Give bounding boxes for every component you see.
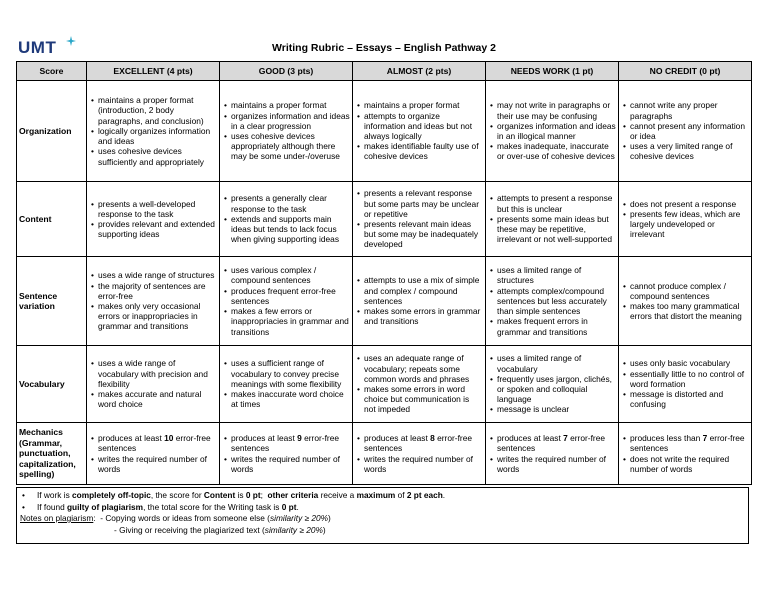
criteria-list (222, 433, 350, 474)
note-bold: maximum (356, 490, 396, 500)
criteria-item: • the majority of sentences are error-free (98, 281, 217, 301)
criteria-count: 8 (430, 433, 435, 444)
plagiarism-heading: Notes on plagiarism (20, 513, 94, 523)
rubric-cell (220, 423, 353, 485)
rubric-row-vocabulary (17, 346, 752, 423)
note-text: of (395, 490, 407, 500)
criteria-text: produces at least (231, 433, 298, 444)
criteria-list (488, 193, 616, 244)
criteria-list (621, 433, 749, 474)
rubric-cell (486, 257, 619, 346)
col-header-good: GOOD (3 pts) (220, 62, 353, 81)
rubric-row-sentence-variation (17, 257, 752, 346)
criteria-item: • uses only basic vocabulary (630, 358, 749, 368)
criteria-item: • uses a very limited range of cohesive devices (630, 141, 749, 161)
criteria-text: error-free sentences (364, 433, 475, 454)
criteria-list (355, 188, 483, 249)
criteria-item: • organizes information and ideas in a clear progression (231, 111, 350, 131)
rubric-cell (220, 346, 353, 423)
criteria-item: • makes a few errors or inappropriacies in grammar and transitions (231, 306, 350, 337)
criteria-text: error-free sentences (497, 433, 608, 454)
criteria-count: 10 (164, 433, 174, 444)
criteria-list (222, 193, 350, 244)
criteria-text: error-free sentences (630, 433, 747, 454)
note-bold: completely off-topic (72, 490, 151, 500)
criteria-item: • makes frequent errors in grammar and transitions (497, 316, 616, 336)
rubric-cell (353, 423, 486, 485)
note-text: ; (260, 490, 268, 500)
note-italic: similarity ≥ 20% (269, 513, 328, 523)
criteria-list (355, 275, 483, 326)
note-text: - Copying words or ideas from someone else ( (95, 513, 270, 523)
rubric-table (16, 61, 752, 485)
criteria-list (621, 199, 749, 240)
rubric-cell (220, 182, 353, 257)
criteria-list (621, 281, 749, 322)
umt-logo: UMT (18, 38, 57, 57)
criteria-item (98, 433, 217, 453)
criteria-item: • attempts to organize information and ideas but not always logically (364, 111, 483, 142)
criteria-text: produces less than (630, 433, 703, 444)
rubric-cell (486, 182, 619, 257)
criteria-item: • does not write the required number of words (630, 454, 749, 474)
rubric-cell (87, 423, 220, 485)
note-text: If work is (37, 490, 73, 500)
rubric-row-organization (17, 81, 752, 182)
criteria-list (488, 100, 616, 161)
criteria-item: • makes too many grammatical errors that distort the meaning (630, 301, 749, 321)
rubric-cell (486, 81, 619, 182)
note-text: If found (37, 501, 67, 512)
criteria-count: 9 (297, 433, 302, 444)
criteria-item (231, 433, 350, 453)
criteria-item: • makes inadequate, inaccurate or over-use of cohesive devices (497, 141, 616, 161)
note-plagiarism (17, 502, 748, 514)
rubric-cell (353, 346, 486, 423)
criteria-list (222, 265, 350, 336)
note-bold: guilty of plagiarism (66, 501, 144, 512)
criteria-item: • logically organizes information and ideas (98, 126, 217, 146)
criteria-text: error-free sentences (98, 433, 213, 454)
note-bold: 2 pt each (406, 490, 443, 500)
criteria-list (89, 433, 217, 474)
rubric-row-content (17, 182, 752, 257)
rubric-cell (353, 81, 486, 182)
criteria-item: • presents a generally clear response to the task (231, 193, 350, 213)
col-header-needs-work: NEEDS WORK (1 pt) (486, 62, 619, 81)
criteria-item: • does not present a response (630, 199, 749, 209)
col-header-no-credit: NO CREDIT (0 pt) (619, 62, 752, 81)
criteria-item: • maintains a proper format (231, 100, 350, 110)
row-label: Vocabulary (17, 346, 87, 423)
criteria-text: produces at least (98, 433, 165, 444)
criteria-item: • frequently uses jargon, clichés, or spoken and colloquial language (497, 374, 616, 405)
criteria-item: • message is distorted and confusing (630, 389, 749, 409)
note-bold: 0 pt (281, 501, 297, 512)
col-header-score: Score (17, 62, 87, 81)
criteria-item: • makes inaccurate word choice at times (231, 389, 350, 409)
criteria-item: • message is unclear (497, 404, 616, 414)
rubric-cell (220, 81, 353, 182)
criteria-list (621, 358, 749, 409)
criteria-item: • uses a wide range of structures (98, 270, 217, 280)
criteria-item: • provides relevant and extended supporting ideas (98, 219, 217, 239)
rubric-cell (353, 257, 486, 346)
criteria-item: • attempts complex/compound sentences but less accurately than simple sentences (497, 286, 616, 317)
criteria-list (355, 100, 483, 161)
note-off-topic (17, 490, 748, 502)
rubric-cell (619, 182, 752, 257)
criteria-item: • maintains a proper format (364, 100, 483, 110)
criteria-count: 7 (563, 433, 568, 444)
criteria-list (488, 433, 616, 474)
criteria-list (89, 270, 217, 331)
criteria-item: • makes some errors in grammar and transitions (364, 306, 483, 326)
criteria-item: • presents a relevant response but some parts may be unclear or repetitive (364, 188, 483, 219)
criteria-count: 7 (702, 433, 708, 444)
note-italic: similarity ≥ 20% (264, 524, 323, 535)
criteria-item: • produces frequent error-free sentences (231, 286, 350, 306)
rubric-cell (619, 81, 752, 182)
criteria-item: • uses an adequate range of vocabulary; repeats some common words and phrases (364, 353, 483, 384)
criteria-item: • uses a limited range of structures (497, 265, 616, 285)
rubric-cell (486, 346, 619, 423)
criteria-item: • extends and supports main ideas but tends to lack focus when giving supporting ideas (231, 214, 350, 245)
note-text: . (442, 490, 446, 500)
criteria-item: • cannot produce complex / compound sentences (630, 281, 749, 301)
criteria-item: • writes the required number of words (98, 454, 217, 474)
criteria-item (497, 433, 616, 453)
criteria-item: • uses a limited range of vocabulary (497, 353, 616, 373)
note-text: , the total score for the Writing task is (143, 501, 282, 512)
note-text: - Giving or receiving the plagiarized text ( (114, 524, 265, 535)
criteria-item: • presents few ideas, which are largely undeveloped or irrelevant (630, 209, 749, 240)
note-bold: Content (203, 490, 236, 500)
bullet: • (22, 501, 25, 512)
criteria-item: • uses cohesive devices sufficiently and appropriately (98, 146, 217, 166)
criteria-text: error-free sentences (231, 433, 342, 454)
criteria-item (364, 433, 483, 453)
rubric-cell (220, 257, 353, 346)
bullet: • (22, 490, 25, 500)
criteria-list (355, 433, 483, 474)
criteria-item: • makes some errors in word choice but communication is not impeded (364, 384, 483, 415)
criteria-item: • writes the required number of words (364, 454, 483, 474)
criteria-list (488, 353, 616, 414)
note-bold: 0 pt (245, 490, 261, 500)
col-header-almost: ALMOST (2 pts) (353, 62, 486, 81)
rubric-cell (353, 182, 486, 257)
criteria-item: • writes the required number of words (497, 454, 616, 474)
note-text: : (93, 513, 96, 523)
note-text: ) (328, 513, 331, 523)
notes-box (16, 487, 749, 544)
criteria-list (222, 358, 350, 409)
note-text: is (235, 490, 246, 500)
criteria-item: • essentially little to no control of word formation (630, 369, 749, 389)
criteria-item: • cannot write any proper paragraphs (630, 100, 749, 120)
rubric-cell (87, 346, 220, 423)
row-label: Organization (17, 81, 87, 182)
criteria-item: • organizes information and ideas in an illogical manner (497, 121, 616, 141)
col-header-excellent: EXCELLENT (4 pts) (87, 62, 220, 81)
criteria-item: • makes identifiable faulty use of cohesive devices (364, 141, 483, 161)
criteria-list (89, 358, 217, 409)
criteria-item: • uses cohesive devices appropriately although there may be some under-/overuse (231, 131, 350, 162)
row-label: Mechanics (Grammar, punctuation, capitalization, spelling) (17, 423, 87, 485)
criteria-item: • cannot present any information or idea (630, 121, 749, 141)
row-label: Sentence variation (17, 257, 87, 346)
criteria-item: • makes only very occasional errors or inappropriacies in grammar and transitions (98, 301, 217, 332)
criteria-item: • attempts to present a response but this is unclear (497, 193, 616, 213)
criteria-list (355, 353, 483, 414)
rubric-cell (486, 423, 619, 485)
criteria-item: • may not write in paragraphs or their use may be confusing (497, 100, 616, 120)
rubric-cell (87, 81, 220, 182)
criteria-item: • presents a well-developed response to the task (98, 199, 217, 219)
criteria-item: • uses a sufficient range of vocabulary to convey precise meanings with some flexibility (231, 358, 350, 389)
criteria-text: produces at least (497, 433, 564, 444)
rubric-cell (87, 257, 220, 346)
criteria-list (621, 100, 749, 161)
criteria-list (488, 265, 616, 336)
row-label: Content (17, 182, 87, 257)
rubric-cell (619, 346, 752, 423)
criteria-item (630, 433, 749, 453)
rubric-cell (619, 257, 752, 346)
criteria-item: • uses various complex / compound sentences (231, 265, 350, 285)
rubric-row-mechanics (17, 423, 752, 485)
criteria-item: • presents some main ideas but these may be repetitive, irrelevant or not well-supported (497, 214, 616, 245)
criteria-item: • presents relevant main ideas but some may be inadequately developed (364, 219, 483, 250)
note-text: , the score for (150, 490, 204, 500)
header-row (17, 62, 752, 81)
criteria-list (89, 95, 217, 166)
note-text: . (296, 501, 299, 512)
rubric-cell (619, 423, 752, 485)
page-title: Writing Rubric – Essays – English Pathway 2 (272, 42, 496, 54)
rubric-cell (87, 182, 220, 257)
criteria-item: • attempts to use a mix of simple and complex / compound sentences (364, 275, 483, 306)
criteria-text: produces at least (364, 433, 431, 444)
plagiarism-note-2 (17, 525, 748, 537)
criteria-item: • maintains a proper format (introduction, 2 body paragraphs, and conclusion) (98, 95, 217, 126)
criteria-list (89, 199, 217, 240)
note-text: receive a (318, 490, 357, 500)
criteria-item: • makes accurate and natural word choice (98, 389, 217, 409)
plagiarism-note-1 (17, 513, 748, 525)
note-text: ) (322, 524, 326, 535)
criteria-item: • writes the required number of words (231, 454, 350, 474)
criteria-item: • uses a wide range of vocabulary with precision and flexibility (98, 358, 217, 389)
criteria-list (222, 100, 350, 161)
note-bold: other criteria (267, 490, 319, 500)
